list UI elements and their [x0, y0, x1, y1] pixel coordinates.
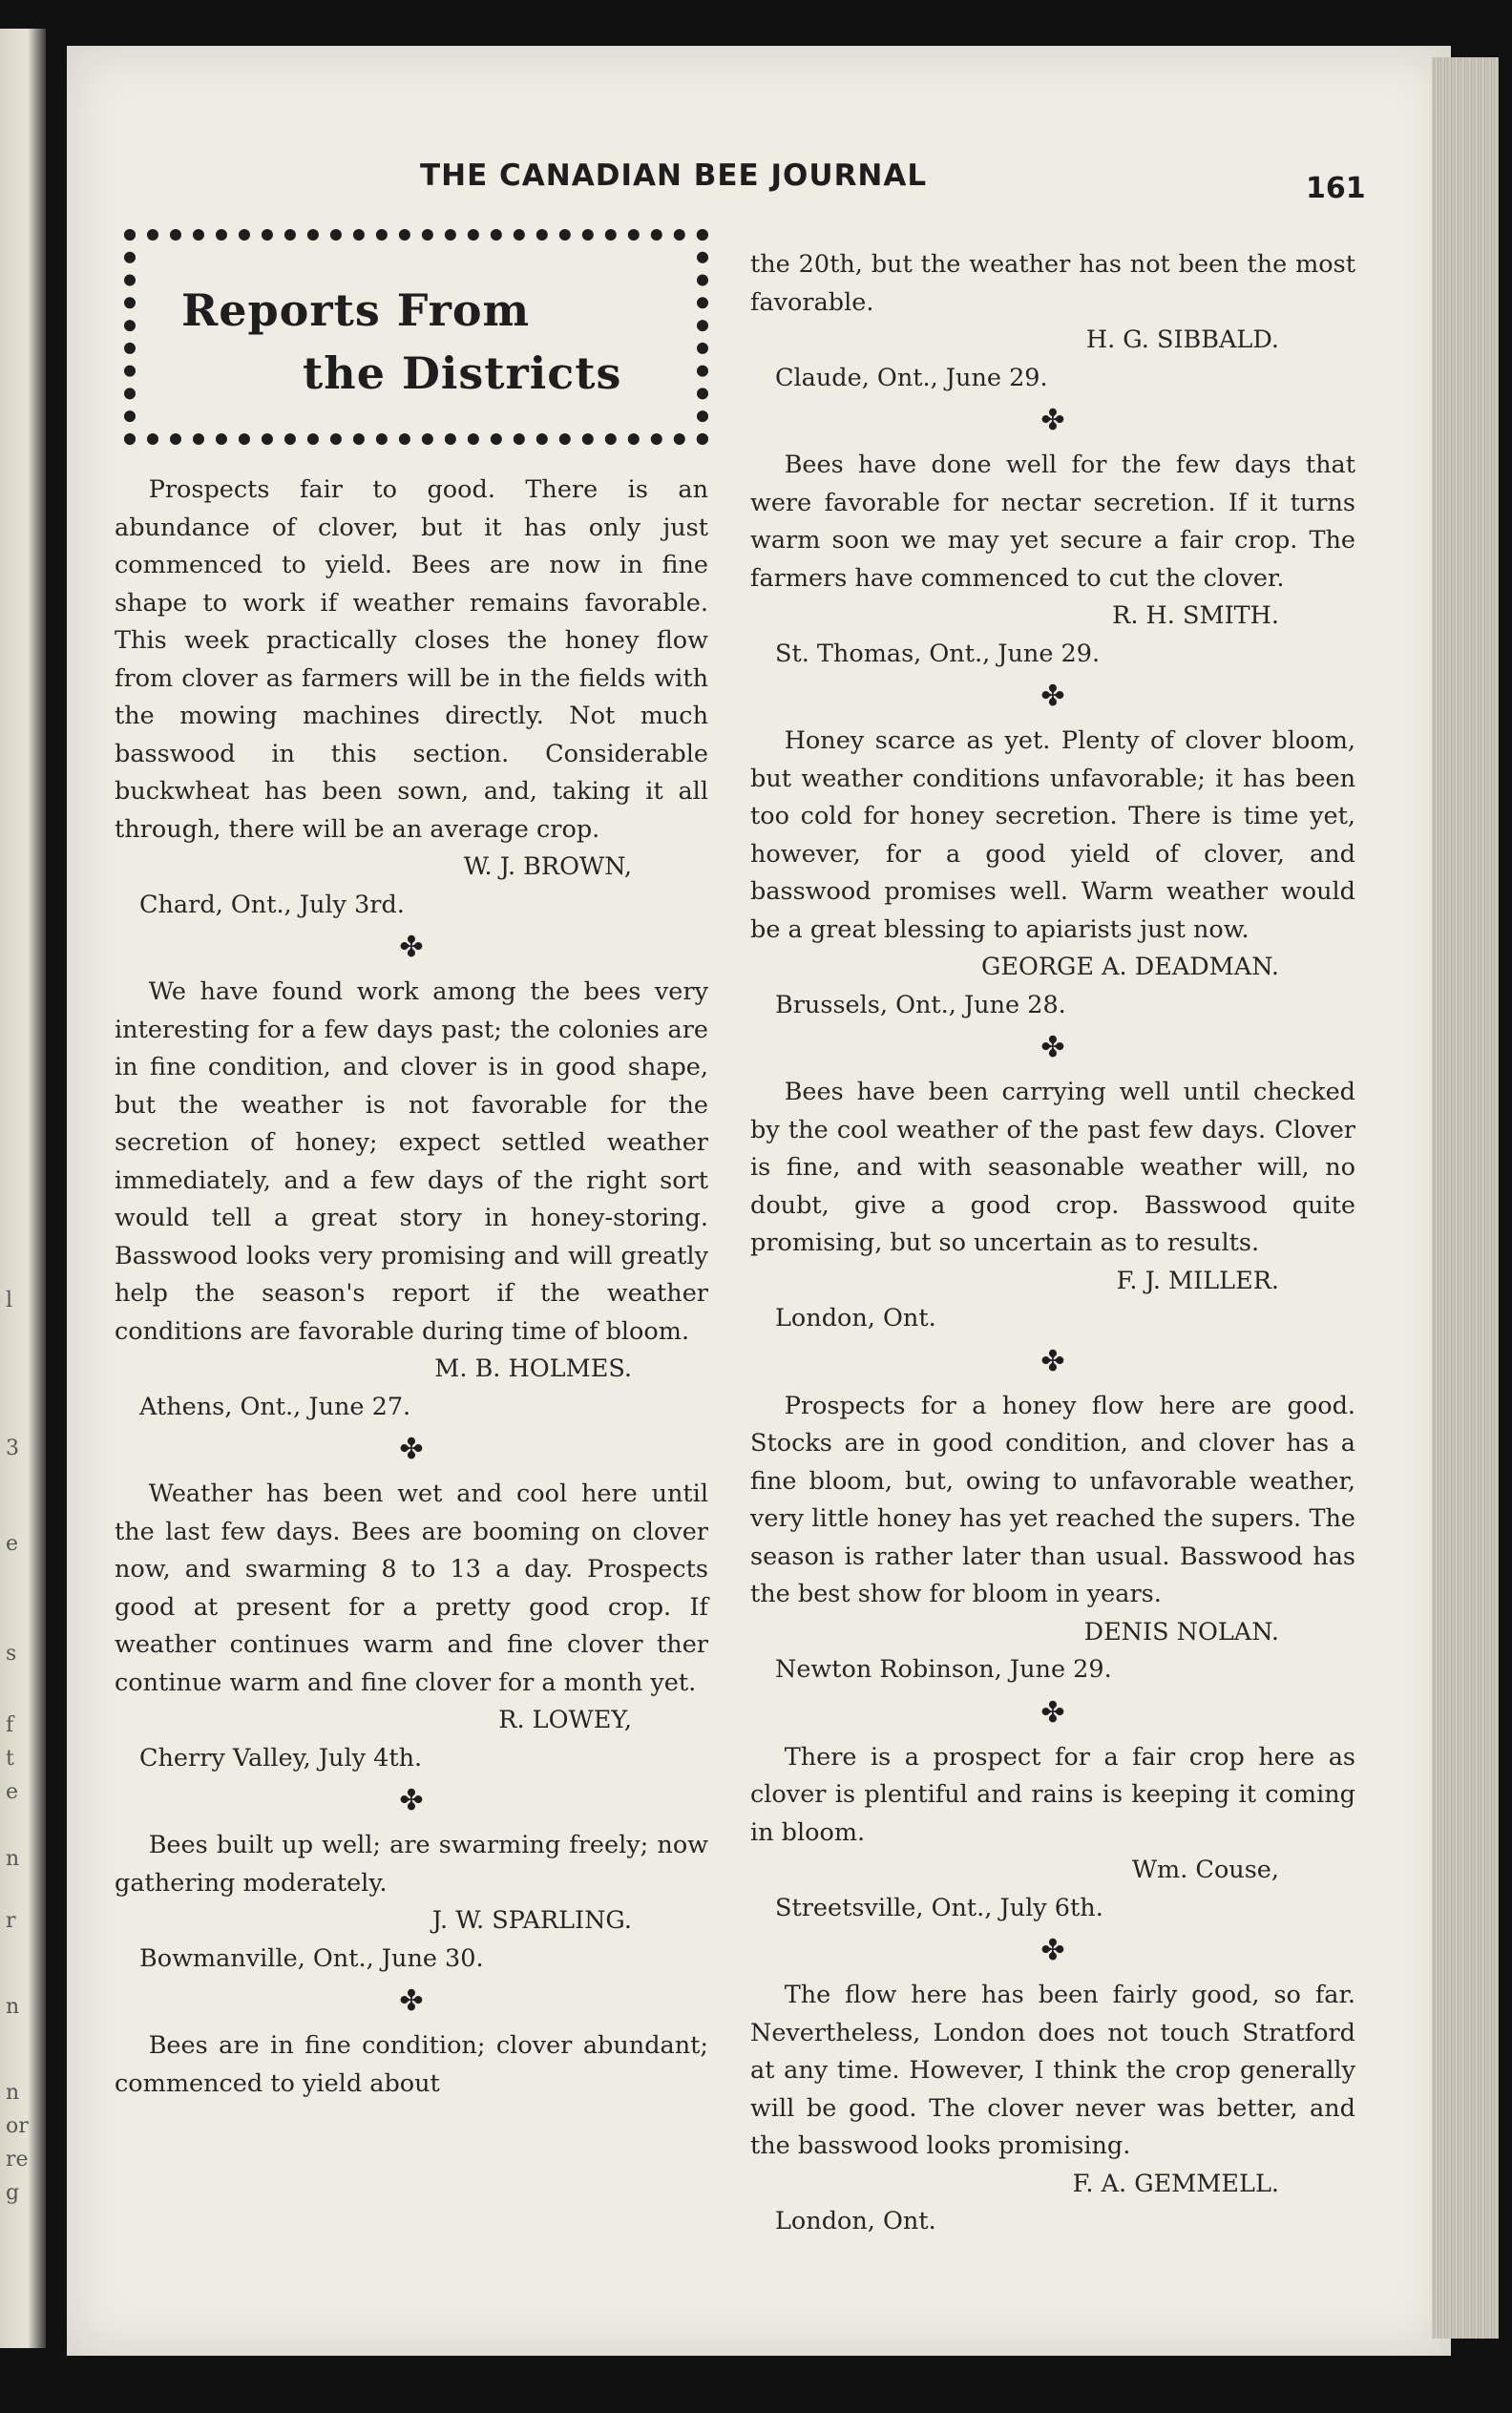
report — [750, 1739, 1355, 1928]
ornament-icon: ✤ — [1040, 1344, 1065, 1378]
report — [115, 1827, 708, 1978]
report-location: Athens, Ont., June 27. — [139, 1392, 411, 1421]
margin-fragment: s — [6, 1642, 17, 1666]
margin-fragment: e — [6, 1532, 19, 1556]
report-location: Newton Robinson, June 29. — [775, 1655, 1112, 1684]
report-signature: H. G. SIBBALD. — [1085, 325, 1279, 354]
report-signature: W. J. BROWN, — [463, 852, 632, 881]
report-text: Bees built up well; are swarming freely; now gathering moderately. — [115, 1831, 708, 1898]
report-text: The flow here has been fairly good, so far. Nevertheless, London does not touch Stratford at any time. However, I think the crop generally will be good. The clover never was better, and the basswood looks promising. — [750, 1981, 1355, 2160]
report-text: Prospects fair to good. There is an abundance of clover, but it has only just commenced to yield. Bees are now in fine shape to work if weather remains favorable. This week practically closes the honey flow from clover as farmers will be in the fields with the mowing machines directly. Not much basswood in this section. Considerable buckwheat has been sown, and, taking it all through, there will be an average crop. — [115, 475, 708, 844]
report-signature: R. LOWEY, — [498, 1706, 632, 1734]
margin-fragment: l — [6, 1289, 13, 1312]
margin-fragment: n — [6, 1847, 20, 1871]
report-location: London, Ont. — [775, 1304, 936, 1332]
right-column — [750, 246, 1355, 2241]
report-text: There is a prospect for a fair crop here as clover is plentiful and rains is keeping it coming in bloom. — [750, 1742, 1355, 1847]
report — [115, 2027, 708, 2103]
report — [750, 1977, 1355, 2241]
report — [750, 447, 1355, 673]
facing-page-edge — [0, 29, 46, 2348]
ornament-icon: ✤ — [1040, 680, 1065, 713]
margin-fragment: t — [6, 1747, 14, 1771]
report-text: We have found work among the bees very interesting for a few days past; the colonies are in fine condition, and clover is in good shape, but the weather is not favorable for the secretion of honey; expect settled weather immediately, and a few days of the right sort would tell a great story in honey-storing. Basswood looks very promising and will greatly help the season's report if the weather conditions are favorable during time of bloom. — [115, 977, 708, 1346]
report-signature: M. B. HOLMES. — [434, 1354, 632, 1383]
margin-fragment: n — [6, 1995, 20, 2019]
ornament-icon: ✤ — [399, 1433, 424, 1466]
report-text: Bees have done well for the few days that were favorable for nectar secretion. If it turns warm soon we may yet secure a fair crop. The farmers have commenced to cut the clover. — [750, 451, 1355, 593]
section-title-line2: the Districts — [303, 347, 622, 399]
report-text: Weather has been wet and cool here until the last few days. Bees are booming on clover now, and swarming 8 to 13 a day. Prospects good at present for a pretty good crop. If weather continues warm and fine clover ther continue warm and fine clover for a month yet. — [115, 1479, 708, 1697]
report-text: Bees have been carrying well until checked by the cool weather of the past few days. Clover is fine, and with seasonable weather will, no doubt, give a good crop. Basswood quite promising, but so uncertain as to results. — [750, 1078, 1355, 1257]
report-location: Chard, Ont., July 3rd. — [139, 890, 405, 919]
report — [115, 472, 708, 924]
report — [750, 723, 1355, 1024]
margin-fragment: e — [6, 1780, 19, 1804]
margin-fragment: g — [6, 2181, 20, 2205]
report-text: the 20th, but the weather has not been the most favorable. — [750, 250, 1355, 317]
ornament-icon: ✤ — [1040, 1934, 1065, 1967]
margin-fragment: re — [6, 2148, 29, 2172]
margin-fragment: f — [6, 1713, 14, 1737]
ornament-icon: ✤ — [399, 931, 424, 964]
margin-fragment: r — [6, 1909, 16, 1933]
report-location: Streetsville, Ont., July 6th. — [775, 1893, 1103, 1922]
report-text: Bees are in fine condition; clover abundant; commenced to yield about — [115, 2031, 708, 2098]
report-signature: Wm. Couse, — [1131, 1856, 1279, 1884]
left-column — [115, 472, 708, 2103]
ornament-icon: ✤ — [1040, 1695, 1065, 1730]
section-title-box — [124, 229, 708, 445]
report-location: St. Thomas, Ont., June 29. — [775, 639, 1101, 668]
margin-fragment: n — [6, 2081, 20, 2105]
report — [750, 246, 1355, 397]
page-number: 161 — [1306, 172, 1366, 205]
report-signature: F. J. MILLER. — [1116, 1266, 1279, 1295]
running-header: THE CANADIAN BEE JOURNAL — [420, 158, 928, 193]
report-text: Prospects for a honey flow here are good. Stocks are in good condition, and clover has a fine bloom, but, owing to unfavorable weather, very little honey has yet reached the supers. The season is rather later than usual. Basswood has the best show for bloom in years. — [750, 1391, 1355, 1608]
section-title-line1: Reports From — [181, 284, 531, 336]
report-location: Brussels, Ont., June 28. — [775, 990, 1066, 1019]
report-location: Bowmanville, Ont., June 30. — [139, 1943, 484, 1973]
ornament-icon: ✤ — [399, 1984, 424, 2018]
report-signature: DENIS NOLAN. — [1083, 1617, 1279, 1647]
report-signature: F. A. GEMMELL. — [1072, 2169, 1279, 2198]
report-location: Cherry Valley, July 4th. — [139, 1743, 423, 1773]
ornament-icon: ✤ — [399, 1784, 424, 1817]
report-location: London, Ont. — [775, 2207, 936, 2235]
report-location: Claude, Ont., June 29. — [775, 363, 1048, 392]
margin-fragment: or — [6, 2114, 29, 2138]
margin-fragment: 3 — [6, 1437, 19, 1460]
report-text: Honey scarce as yet. Plenty of clover bloom, but weather conditions unfavorable; it has been too cold for honey secretion. There is time yet, however, for a good yield of clover, and basswood promises well. Warm weather would be a great blessing to apiarists just now. — [750, 726, 1355, 944]
report-signature: J. W. SPARLING. — [431, 1906, 632, 1935]
report — [750, 1388, 1355, 1689]
ornament-icon: ✤ — [1040, 404, 1065, 437]
ornament-icon: ✤ — [1040, 1031, 1065, 1064]
report — [750, 1074, 1355, 1338]
report — [115, 974, 708, 1426]
report-signature: GEORGE A. DEADMAN. — [980, 953, 1279, 981]
report-signature: R. H. SMITH. — [1112, 601, 1279, 630]
report — [115, 1476, 708, 1777]
page-stack-edge — [1432, 57, 1499, 2339]
